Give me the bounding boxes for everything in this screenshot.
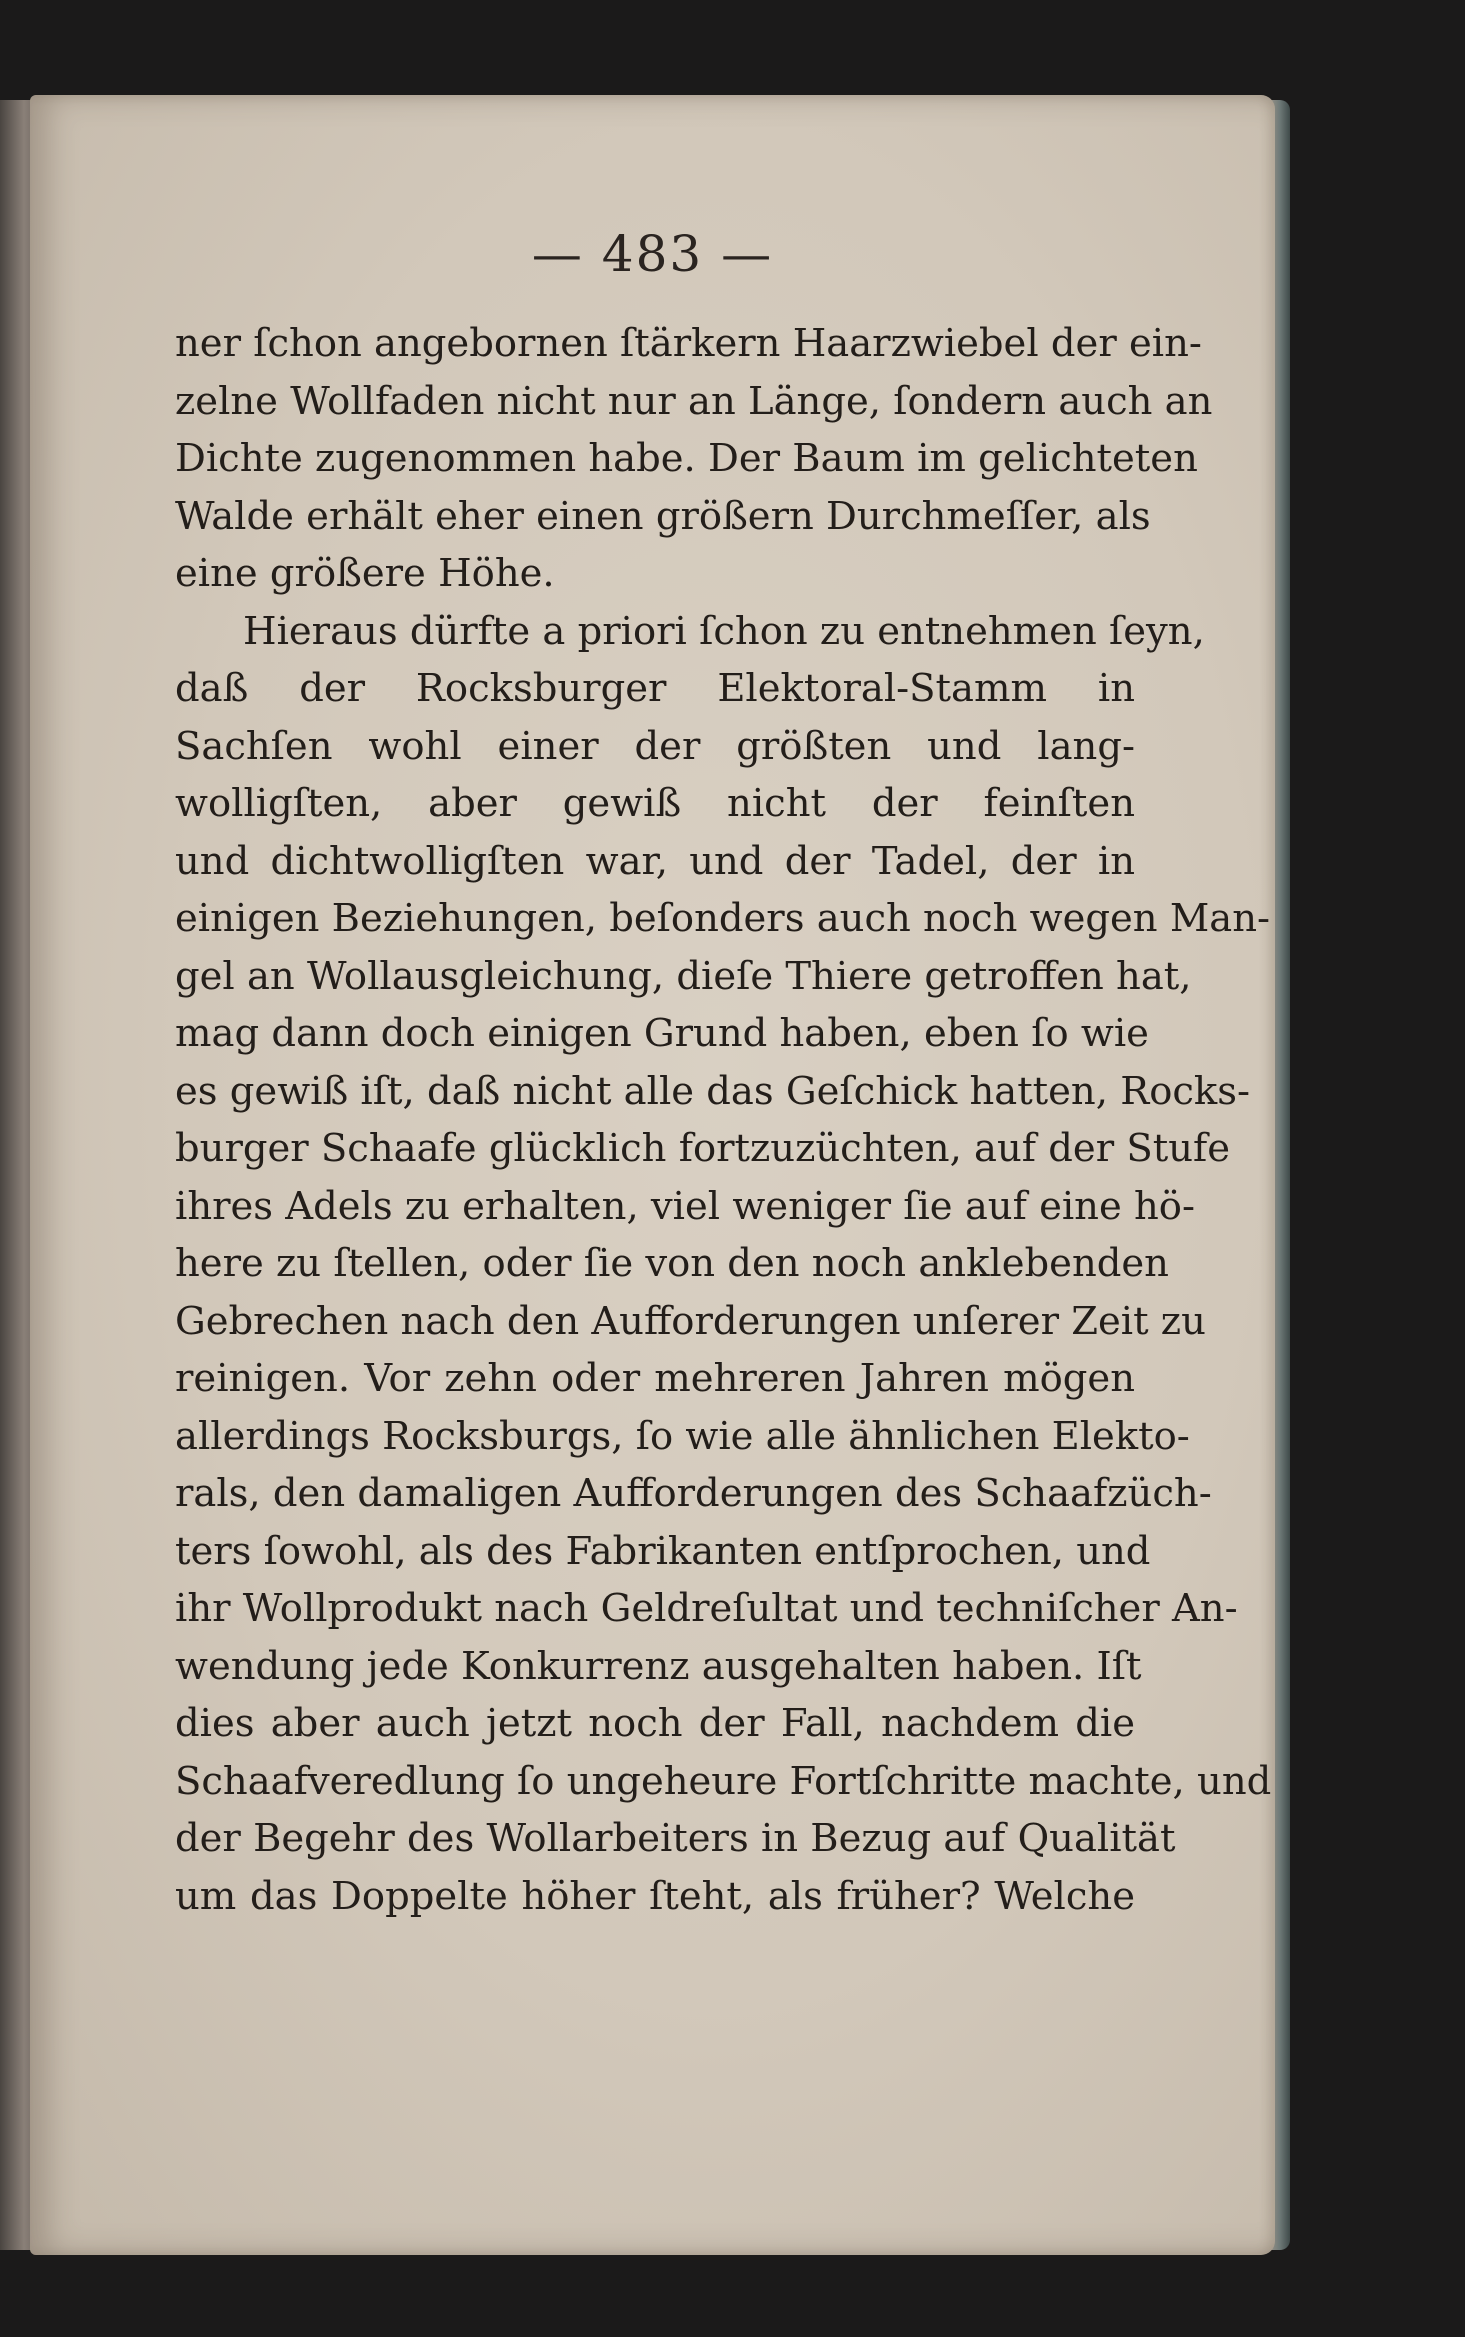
text-line: ner ſchon angebornen ſtärkern Haarzwiebel der ein- xyxy=(175,321,1202,366)
text-line: es gewiß iſt, daß nicht alle das Geſchick hatten, Rocks- xyxy=(175,1068,1251,1114)
text-line: burger Schaafe glücklich fortzuzüchten, auf der Stufe xyxy=(175,1126,1231,1171)
text-line: mag dann doch einigen Grund haben, eben ſo wie xyxy=(175,1011,1149,1056)
text-line: einigen Beziehungen, beſonders auch noch wegen Man- xyxy=(175,896,1270,941)
text-line: Sachſen wohl einer der größten und lang- xyxy=(175,723,1135,769)
text-line: allerdings Rocksburgs, ſo wie alle ähnlichen Elekto- xyxy=(175,1413,1190,1459)
text-line: Gebrechen nach den Aufforderungen unſerer Zeit zu xyxy=(175,1298,1206,1344)
text-line: daß der Rocksburger Elektoral-Stamm in xyxy=(175,666,1135,711)
text-line: und dichtwolligſten war, und der Tadel, der in xyxy=(175,838,1135,884)
text-line: um das Doppelte höher ſteht, als früher? Welche xyxy=(175,1873,1135,1919)
text-line: ters ſowohl, als des Fabrikanten entſprochen, und xyxy=(175,1528,1151,1574)
text-line: zelne Wollfaden nicht nur an Länge, ſondern auch an xyxy=(175,378,1213,424)
text-line: Walde erhält eher einen größern Durchmeſſer, als xyxy=(175,493,1151,539)
text-line: der Begehr des Wollarbeiters in Bezug auf Qualität xyxy=(175,1816,1176,1861)
text-line: dies aber auch jetzt noch der Fall, nachdem die xyxy=(175,1701,1135,1746)
page-number: — 483 — xyxy=(531,225,774,283)
text-line: rals, den damaligen Aufforderungen des Schaafzüch- xyxy=(175,1471,1212,1516)
text-line: Schaafveredlung ſo ungeheure Fortſchritte machte, und xyxy=(175,1758,1272,1804)
text-line: ihres Adels zu erhalten, viel weniger ſie auf eine hö- xyxy=(175,1183,1195,1229)
text-line: reinigen. Vor zehn oder mehreren Jahren mögen xyxy=(175,1356,1135,1401)
text-line: Dichte zugenommen habe. Der Baum im gelichteten xyxy=(175,436,1198,481)
text-line: Hieraus dürfte a priori ſchon zu entnehmen ſeyn, xyxy=(243,608,1205,654)
text-line: wendung jede Konkurrenz ausgehalten haben. Iſt xyxy=(175,1643,1142,1689)
text-line: gel an Wollausgleichung, dieſe Thiere getroffen hat, xyxy=(175,953,1192,999)
book-page xyxy=(30,95,1275,2255)
text-line: ihr Wollprodukt nach Geldreſultat und techniſcher An- xyxy=(175,1586,1238,1631)
body-text xyxy=(175,315,1272,1925)
text-line: eine größere Höhe. xyxy=(175,551,555,596)
text-line: here zu ſtellen, oder ſie von den noch anklebenden xyxy=(175,1241,1169,1286)
text-line: wolligſten, aber gewiß nicht der feinſten xyxy=(175,781,1135,826)
